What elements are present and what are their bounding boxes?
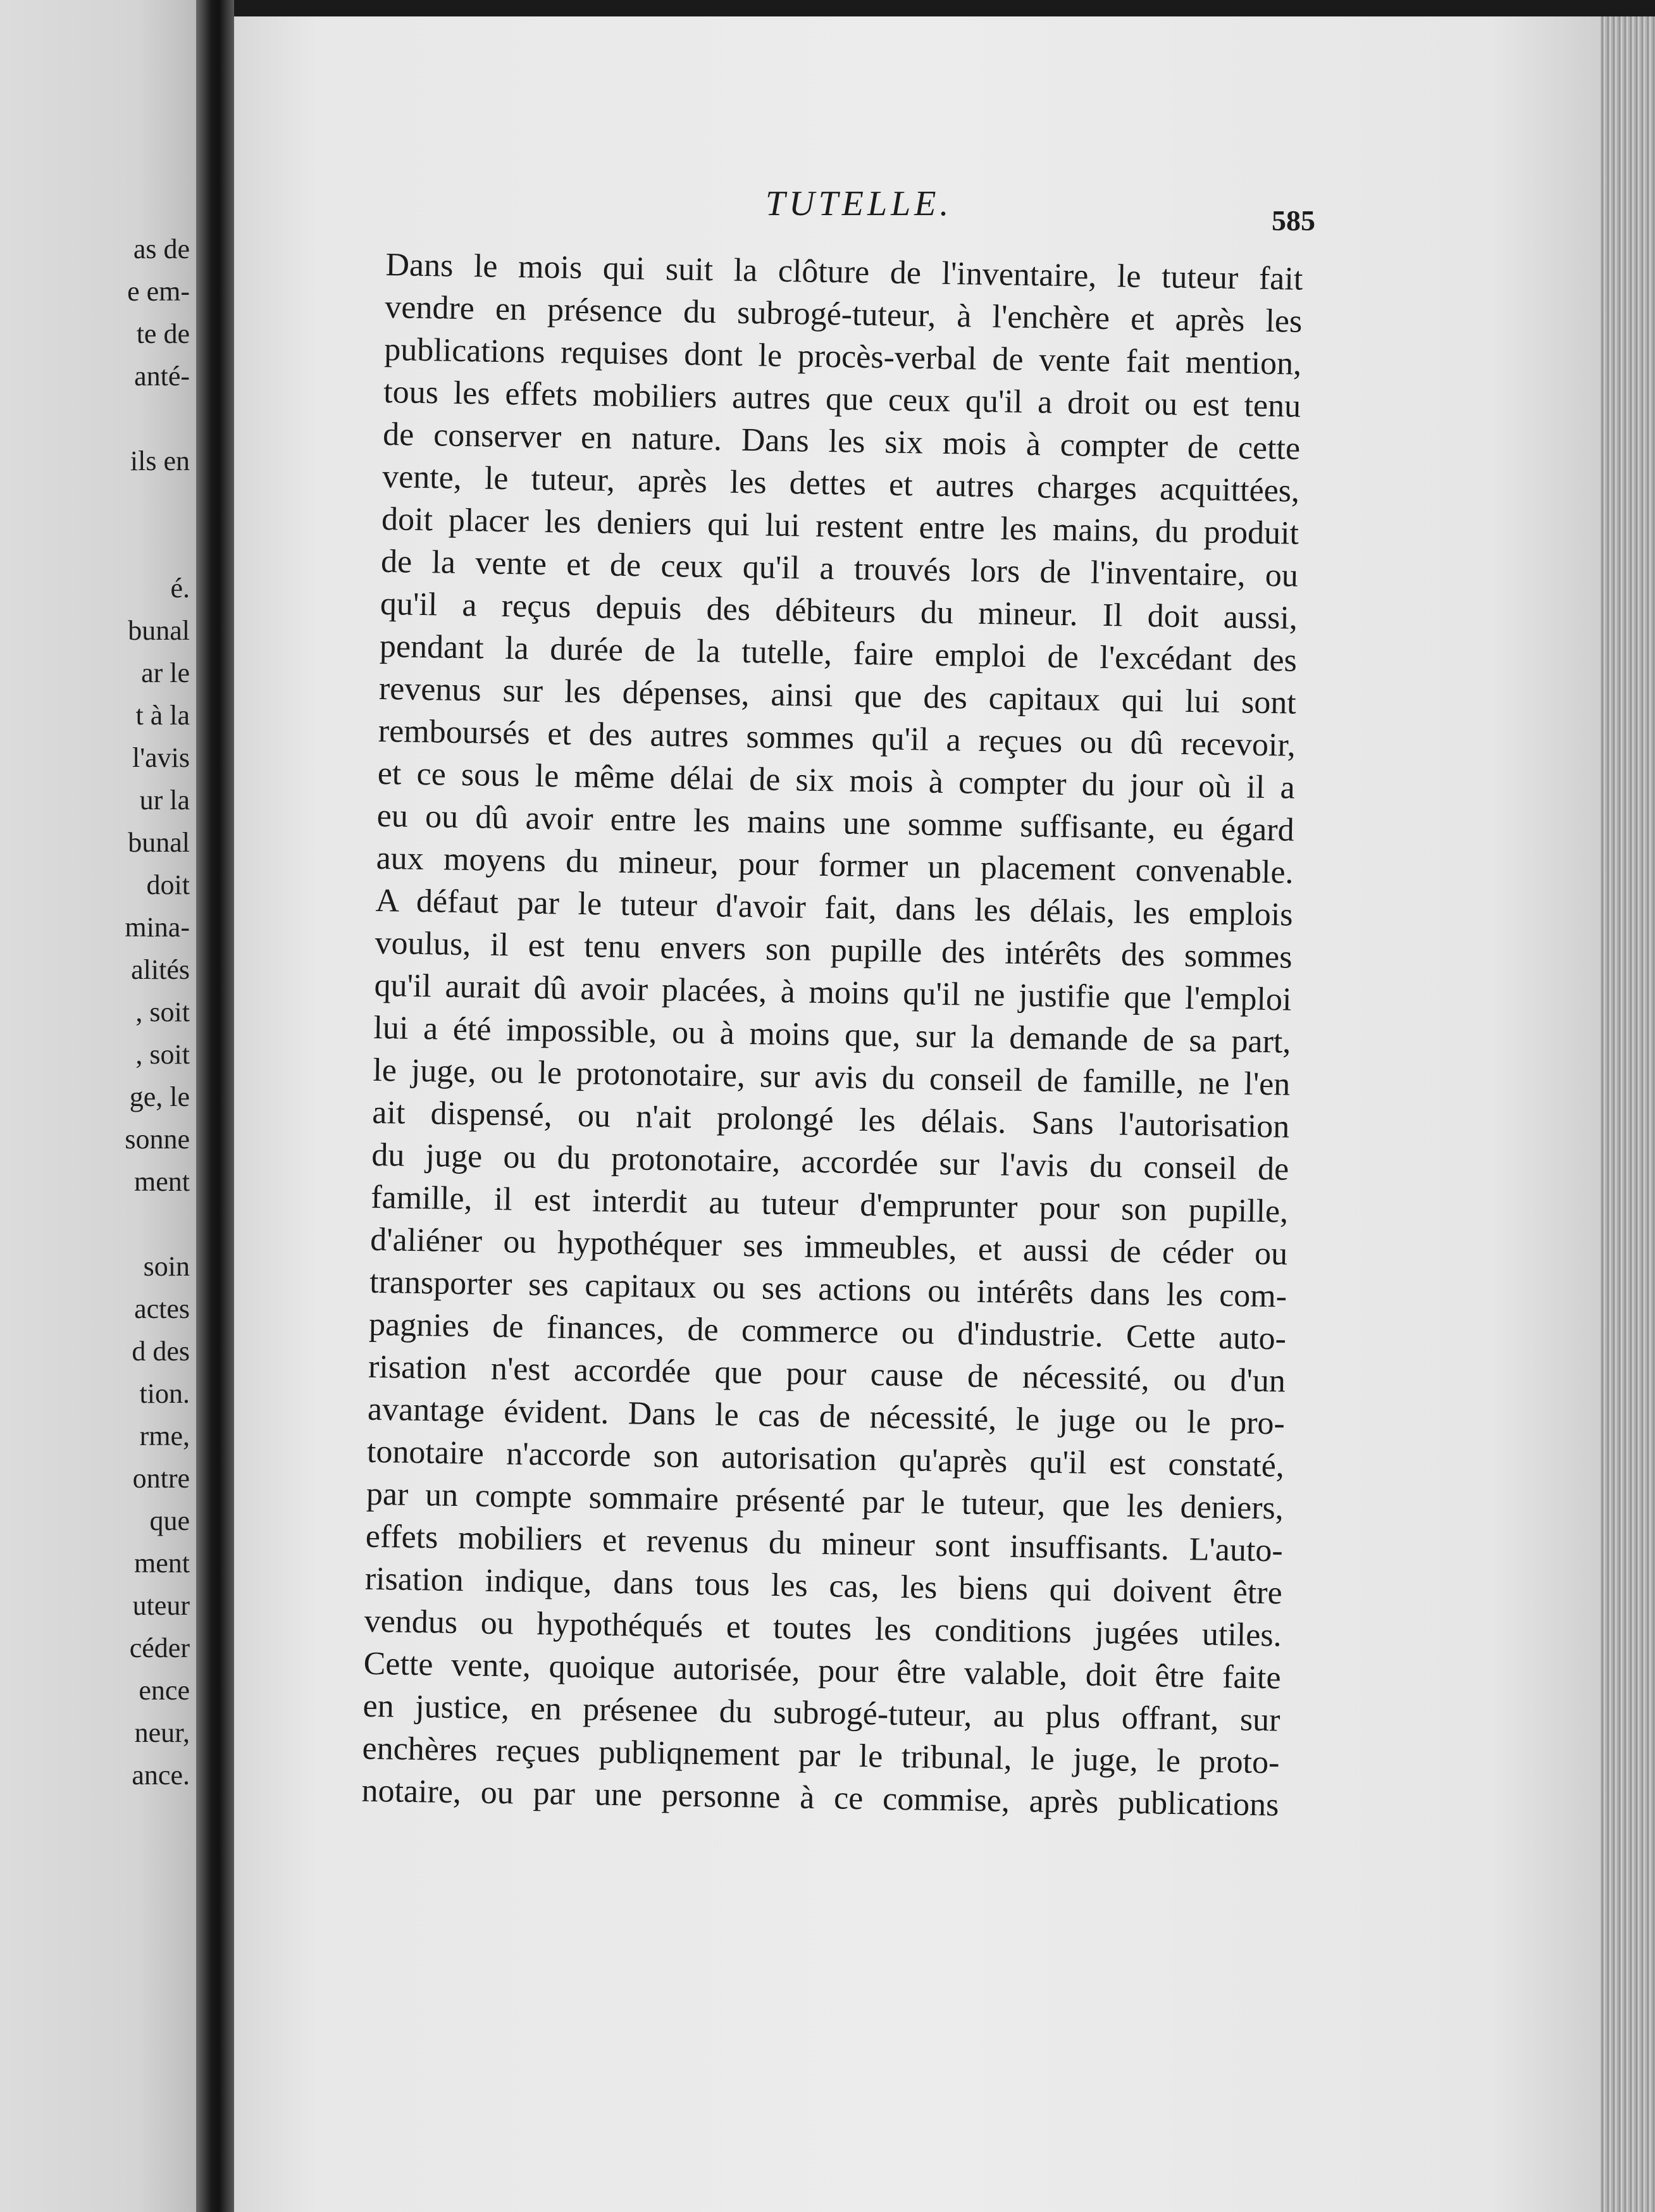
text-line: vente, le tuteur, après les dettes et autres charges acquittées, (381, 458, 1300, 509)
text-line: eu ou dû avoir entre les mains une somme suffisante, eu égard (376, 797, 1295, 848)
left-page-fragment: l'avis (132, 742, 190, 773)
text-line: vendre en présence du subrogé-tuteur, à l'enchère et après les (384, 289, 1303, 340)
left-page-fragment: ment (134, 1548, 190, 1579)
left-page-fragment: é. (170, 573, 190, 604)
left-page-fragment: bunal (128, 827, 190, 858)
left-page-fragment: ge, le (129, 1081, 190, 1112)
left-page-fragment: que (149, 1505, 190, 1536)
top-shadow-bar (234, 0, 1655, 16)
left-page-fragment: uteur (132, 1590, 190, 1621)
page-number: 585 (1272, 204, 1315, 237)
left-page-text-fragments (0, 228, 190, 1796)
left-page-fragment: tion. (139, 1378, 190, 1409)
text-line: en justice, en présenee du subrogé-tuteur, au plus offrant, sur (363, 1687, 1280, 1739)
text-line: Cette vente, quoique autorisée, pour être valable, doit être faite (363, 1645, 1282, 1696)
text-line: transporter ses capitaux ou ses actions ou intérêts dans les com- (369, 1264, 1287, 1315)
body-text (361, 244, 1303, 1826)
text-line: A défaut par le tuteur d'avoir fait, dans les délais, les emplois (375, 882, 1293, 933)
left-page-fragment: te de (136, 318, 190, 349)
left-page-fragment: ance. (132, 1760, 190, 1791)
text-line: Dans le mois qui suit la clôture de l'inventaire, le tuteur fait (385, 246, 1303, 297)
left-page-fragment: e em- (127, 276, 190, 307)
text-line: de la vente et de ceux qu'il a trouvés lors de l'inventaire, ou (380, 543, 1299, 594)
left-page-fragment: , soit (135, 1039, 190, 1070)
text-line: notaire, ou par une personne à ce commise, après publications (361, 1772, 1279, 1824)
text-line: qu'il a reçus depuis des débiteurs du mineur. Il doit aussi, (380, 585, 1298, 637)
left-page-fragment: d des (132, 1336, 190, 1367)
left-page-fragment: as de (133, 233, 190, 264)
text-line: revenus sur les dépenses, ainsi que des capitaux qui lui sont (378, 670, 1297, 721)
text-line: risation indique, dans tous les cas, les biens qui doivent être (364, 1560, 1283, 1612)
left-page-fragment: t à la (135, 700, 190, 731)
text-line: risation n'est accordée que pour cause de nécessité, ou d'un (368, 1348, 1286, 1400)
left-page-fragment: anté- (134, 361, 190, 392)
text-line: par un compte sommaire présenté par le tuteur, que les deniers, (366, 1476, 1284, 1527)
text-line: famille, il est interdit au tuteur d'emprunter pour son pupille, (370, 1179, 1289, 1230)
left-page-fragment: sonne (125, 1124, 190, 1155)
left-page-fragment: alités (131, 954, 190, 985)
text-line: tonotaire n'accorde son autorisation qu'après qu'il est constaté, (366, 1433, 1285, 1484)
left-page-fragment: ils en (130, 445, 190, 476)
left-page-fragment: ur la (139, 785, 190, 816)
page-edge-stack (1601, 0, 1655, 2212)
text-line: vendus ou hypothéqués et toutes les conditions jugées utiles. (364, 1603, 1282, 1654)
text-line: lui a été impossible, ou à moins que, sur la demande de sa part, (373, 1009, 1291, 1060)
left-page-fragment: doit (146, 869, 190, 900)
left-page-fragment: ontre (132, 1463, 190, 1494)
left-page-fragment (0, 525, 190, 567)
left-page-fragment: soin (143, 1251, 190, 1282)
text-line: avantage évident. Dans le cas de nécessité, le juge ou le pro- (367, 1391, 1286, 1442)
text-line: le juge, ou le protonotaire, sur avis du conseil de famille, ne l'en (373, 1052, 1291, 1103)
text-line: enchères reçues publiqnement par le tribunal, le juge, le proto- (362, 1730, 1280, 1781)
left-page-fragment: ar le (141, 657, 190, 688)
text-line: d'aliéner ou hypothéquer ses immeubles, et aussi de céder ou (369, 1221, 1288, 1272)
text-line: et ce sous le même délai de six mois à compter du jour où il a (377, 755, 1296, 806)
left-page-fragment: rme, (139, 1420, 190, 1451)
text-line: qu'il aurait dû avoir placées, à moins qu'il ne justifie que l'emploi (374, 967, 1292, 1018)
left-page-fragment (0, 397, 190, 440)
text-line: pagnies de finances, de commerce ou d'industrie. Cette auto- (368, 1306, 1287, 1357)
text-line: publications requises dont le procès-verbal de vente fait mention, (383, 331, 1302, 382)
text-line: remboursés et des autres sommes qu'il a reçues ou dû recevoir, (378, 712, 1296, 764)
running-head: TUTELLE. (766, 184, 953, 223)
left-page-fragment (0, 482, 190, 525)
text-line: doit placer les deniers qui lui restent entre les mains, du produit (381, 500, 1299, 552)
left-page-fragment (0, 1203, 190, 1245)
left-page-fragment: ence (139, 1675, 190, 1706)
left-page-fragment: , soit (135, 997, 190, 1028)
text-line: pendant la durée de la tutelle, faire emploi de l'excédant des (379, 628, 1298, 679)
left-page-fragment: céder (129, 1632, 190, 1663)
left-page-fragment: mina- (125, 912, 190, 943)
text-line: tous les effets mobiliers autres que ceux qu'il a droit ou est tenu (383, 373, 1301, 425)
text-line: effets mobiliers et revenus du mineur sont insuffisants. L'auto- (365, 1518, 1284, 1569)
text-line: du juge ou du protonotaire, accordée sur l'avis du conseil de (371, 1136, 1289, 1188)
text-line: de conserver en nature. Dans les six mois à compter de cette (382, 416, 1301, 467)
book-gutter (196, 0, 234, 2212)
left-page-fragment: neur, (134, 1717, 190, 1748)
left-page-fragment: actes (134, 1293, 190, 1324)
text-line: aux moyens du mineur, pour former un placement convenable. (376, 840, 1294, 891)
left-page-fragment: ment (134, 1166, 190, 1197)
text-line: voulus, il est tenu envers son pupille des intérêts des sommes (375, 924, 1292, 976)
left-page-fragment: bunal (128, 615, 190, 646)
text-line: ait dispensé, ou n'ait prolongé les délais. Sans l'autorisation (371, 1094, 1290, 1145)
